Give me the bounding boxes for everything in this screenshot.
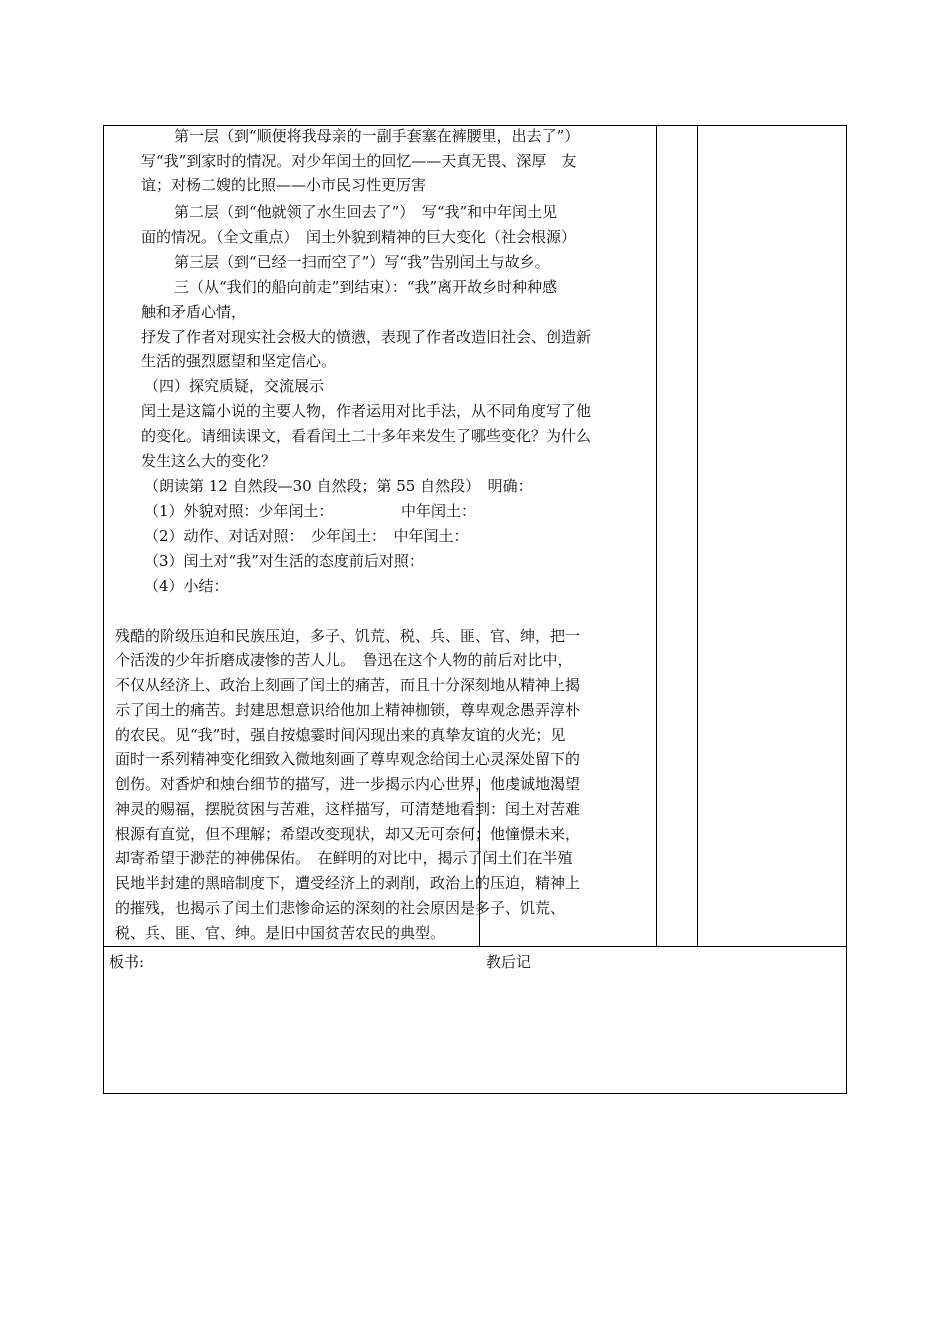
text-line: 三（从“我们的船向前走”到结束）：“我”离开故乡时种种感 [174, 278, 558, 296]
summary-line: 税、兵、匪、官、绅。是旧中国贫苦农民的典型。 [115, 924, 446, 942]
summary-line: 却寄希望于渺茫的神佛保佑。 在鲜明的对比中，揭示了闰土们在半殖 [115, 849, 573, 867]
text-line: 第一层（到“顺便将我母亲的一副手套塞在裤腰里，出去了”） [174, 127, 580, 145]
summary-line: 的摧残，也揭示了闰土们悲惨命运的深刻的社会原因是多子、饥荒、 [115, 899, 566, 917]
list-item: （4）小结： [144, 577, 229, 595]
summary-line: 的农民。见“我”时，强自按熄霎时间闪现出来的真挚友谊的火光；见 [115, 726, 566, 744]
text-line: 抒发了作者对现实社会极大的愤懑，表现了作者改造旧社会、创造新 [141, 328, 592, 346]
summary-line: 残酷的阶级压迫和民族压迫，多子、饥荒、税、兵、匪、官、绅，把一 [115, 627, 581, 645]
text-line: 第三层（到“已经一扫而空了”）写“我”告别闰土与故乡。 [174, 253, 550, 271]
text-line: 谊；对杨二嫂的比照——小市民习性更厉害 [141, 176, 427, 194]
summary-line: 民地半封建的黑暗制度下，遭受经济上的剥削，政治上的压迫，精神上 [115, 874, 581, 892]
row-divider [103, 946, 847, 947]
column-divider-2 [697, 125, 698, 946]
text-line: 生活的强烈愿望和坚定信心。 [141, 352, 337, 370]
section-heading: （四）探究质疑，交流展示 [144, 377, 325, 395]
notes-label: 教后记 [486, 953, 532, 971]
list-item: （1）外貌对照：少年闰土： 中年闰土： [144, 502, 477, 520]
text-line: （朗读第 12 自然段—30 自然段；第 55 自然段） 明确： [144, 477, 533, 495]
summary-line: 根源有直觉，但不理解；希望改变现状，却又无可奈何；他憧憬未来， [115, 825, 581, 843]
summary-line: 神灵的赐福，摆脱贫困与苦难，这样描写，可清楚地看到：闰土对苦难 [115, 800, 581, 818]
text-line: 触和矛盾心情， [141, 303, 247, 321]
column-divider-1 [656, 125, 657, 946]
list-item: （3）闰土对“我”对生活的态度前后对照： [144, 552, 424, 570]
text-line: 的变化。请细读课文，看看闰土二十多年来发生了哪些变化？为什么 [141, 427, 592, 445]
summary-line: 个活泼的少年折磨成凄惨的苦人儿。 鲁迅在这个人物的前后对比中， [115, 651, 573, 669]
summary-line: 创伤。对香炉和烛台细节的描写，进一步揭示内心世界，他虔诚地渴望 [115, 775, 581, 793]
summary-line: 不仅从经济上、政治上刻画了闰土的痛苦，而且十分深刻地从精神上揭 [115, 676, 581, 694]
text-line: 闰土是这篇小说的主要人物，作者运用对比手法，从不同角度写了他 [141, 402, 592, 420]
text-line: 发生这么大的变化？ [141, 452, 277, 470]
text-line: 第二层（到“他就领了水生回去了”） 写“我”和中年闰土见 [174, 203, 558, 221]
text-line: 写“我”到家时的情况。对少年闰土的回忆——天真无畏、深厚 友 [141, 152, 577, 170]
board-label: 板书: [109, 953, 145, 971]
summary-line: 面时一系列精神变化细致入微地刻画了尊卑观念给闰土心灵深处留下的 [115, 750, 581, 768]
text-line: 面的情况。（全文重点） 闰土外貌到精神的巨大变化（社会根源） [141, 228, 577, 246]
list-item: （2）动作、对话对照： 少年闰土： 中年闰土： [144, 527, 469, 545]
summary-line: 示了闰土的痛苦。封建思想意识给他加上精神枷锁，尊卑观念愚弄淳朴 [115, 701, 581, 719]
